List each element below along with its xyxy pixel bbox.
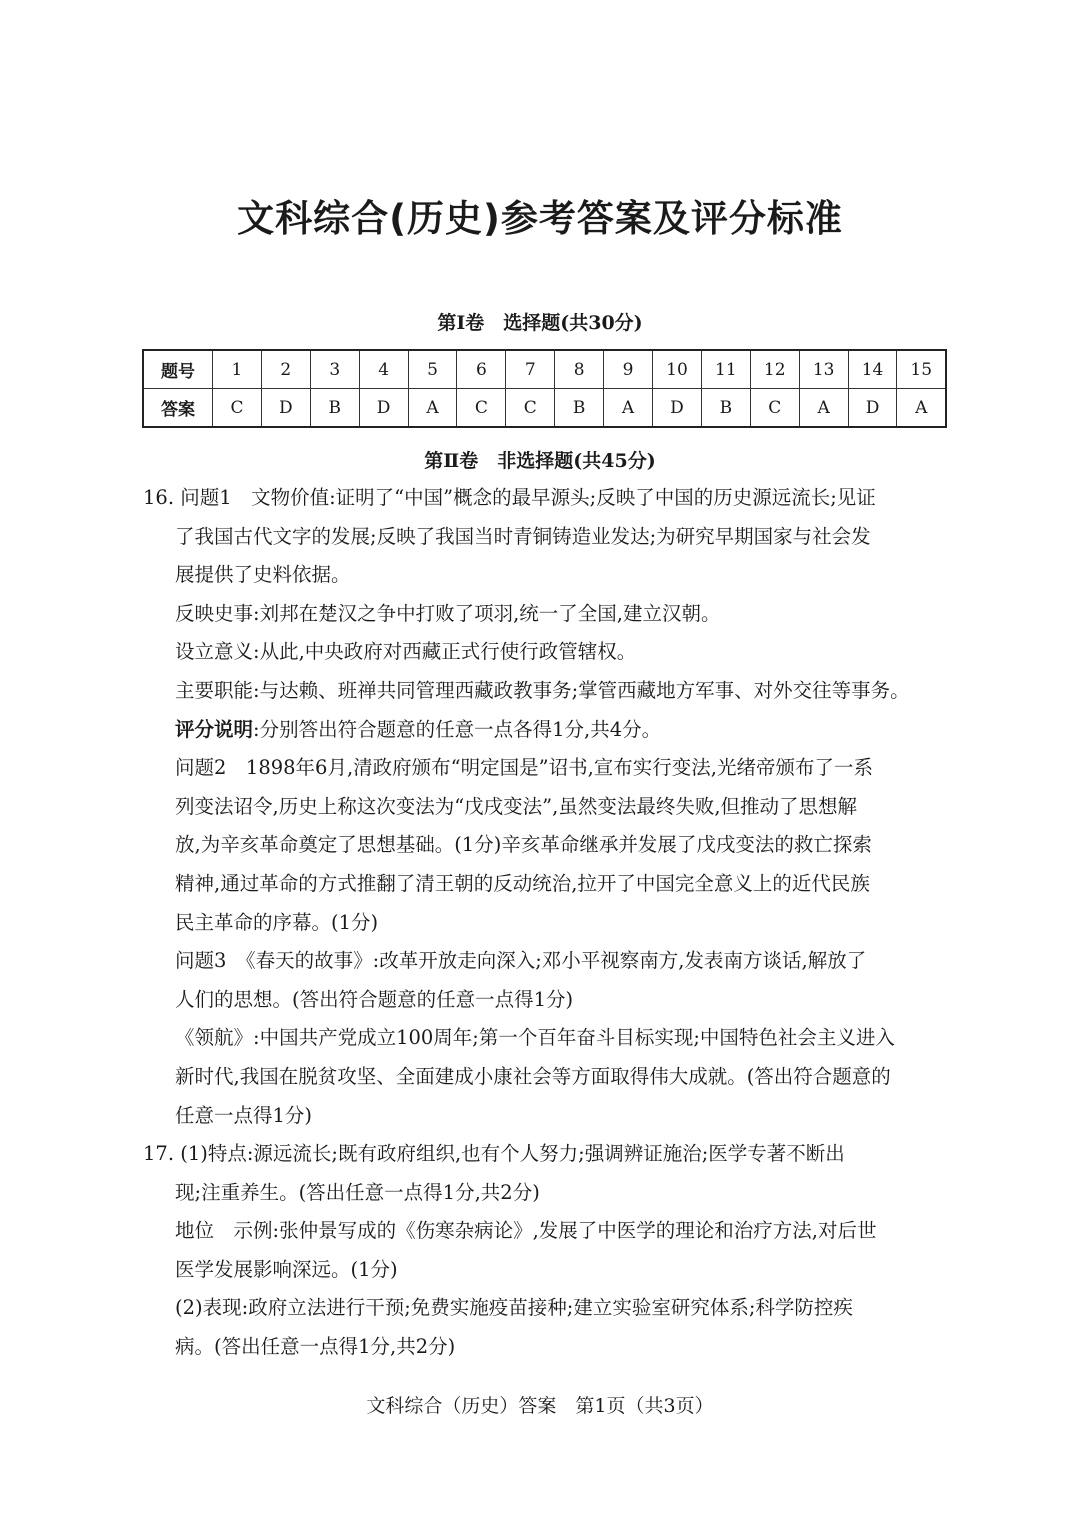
text-line: 17. (1)特点:源远流长;既有政府组织,也有个人努力;强调辨证施治;医学专著不断出 bbox=[143, 1142, 845, 1166]
answer-cell: A bbox=[604, 389, 653, 428]
text-line: 问题2 1898年6月,清政府颁布“明定国是”诏书,宣布实行变法,光绪帝颁布了一系 bbox=[175, 756, 873, 780]
page-title: 文科综合(历史)参考答案及评分标准 bbox=[237, 197, 843, 240]
text-line: 医学发展影响深远。(1分) bbox=[175, 1257, 398, 1281]
answer-body bbox=[143, 479, 949, 1367]
question-number-cell: 9 bbox=[604, 350, 653, 389]
question-number-cell: 5 bbox=[408, 350, 457, 389]
text-line: 列变法诏令,历史上称这次变法为“戊戌变法”,虽然变法最终失败,但推动了思想解 bbox=[175, 794, 858, 818]
question-number-cell: 13 bbox=[799, 350, 848, 389]
answer-cell: A bbox=[408, 389, 457, 428]
page-footer: 文科综合（历史）答案 第1页（共3页） bbox=[366, 1395, 714, 1417]
table-row-answers bbox=[143, 389, 946, 428]
answer-cell: D bbox=[848, 389, 897, 428]
section-heading-choice: 第Ⅰ卷 选择题(共30分) bbox=[437, 312, 643, 334]
question-number-cell: 1 bbox=[213, 350, 262, 389]
answer-cell: B bbox=[310, 389, 359, 428]
question-number-cell: 6 bbox=[457, 350, 506, 389]
question-number-cell: 7 bbox=[506, 350, 555, 389]
answer-cell: D bbox=[261, 389, 310, 428]
answer-cell: A bbox=[799, 389, 848, 428]
answer-cell: C bbox=[506, 389, 555, 428]
answer-cell: B bbox=[701, 389, 750, 428]
table-row-numbers bbox=[143, 350, 946, 389]
row-label-answer: 答案 bbox=[143, 389, 213, 428]
text-line: 地位 示例:张仲景写成的《伤寒杂病论》,发展了中医学的理论和治疗方法,对后世 bbox=[175, 1219, 877, 1243]
text-line: 放,为辛亥革命奠定了思想基础。(1分)辛亥革命继承并发展了戊戌变法的救亡探索 bbox=[175, 833, 872, 857]
text-line: 展提供了史料依据。 bbox=[175, 563, 351, 587]
text-line: (2)表现:政府立法进行干预;免费实施疫苗接种;建立实验室研究体系;科学防控疾 bbox=[175, 1296, 853, 1320]
question-number-cell: 14 bbox=[848, 350, 897, 389]
text-line: 16. 问题1 文物价值:证明了“中国”概念的最早源头;反映了中国的历史源远流长;见证 bbox=[143, 486, 876, 509]
text-line: 精神,通过革命的方式推翻了清王朝的反动统治,拉开了中国完全意义上的近代民族 bbox=[175, 871, 870, 895]
text-line: 民主革命的序幕。(1分) bbox=[175, 910, 379, 934]
section-heading-nonchoice: 第Ⅱ卷 非选择题(共45分) bbox=[424, 450, 656, 472]
text-line: 人们的思想。(答出符合题意的任意一点得1分) bbox=[175, 987, 574, 1011]
text-line: 《领航》:中国共产党成立100周年;第一个百年奋斗目标实现;中国特色社会主义进入 bbox=[175, 1026, 895, 1050]
answer-table bbox=[142, 349, 947, 428]
text-line: 了我国古代文字的发展;反映了我国当时青铜铸造业发达;为研究早期国家与社会发 bbox=[175, 524, 871, 548]
question-number-cell: 4 bbox=[359, 350, 408, 389]
answer-cell: C bbox=[750, 389, 799, 428]
question-number-cell: 10 bbox=[653, 350, 702, 389]
row-label-number: 题号 bbox=[143, 350, 213, 389]
text-line: 评分说明:分别答出符合题意的任意一点各得1分,共4分。 bbox=[175, 717, 662, 741]
text-line: 新时代,我国在脱贫攻坚、全面建成小康社会等方面取得伟大成就。(答出符合题意的 bbox=[175, 1064, 891, 1088]
question-number-cell: 15 bbox=[897, 350, 946, 389]
answer-cell: C bbox=[457, 389, 506, 428]
question-number-cell: 3 bbox=[310, 350, 359, 389]
text-line: 问题3 《春天的故事》:改革开放走向深入;邓小平视察南方,发表南方谈话,解放了 bbox=[175, 949, 867, 973]
answer-cell: C bbox=[213, 389, 262, 428]
answer-cell: D bbox=[359, 389, 408, 428]
text-line: 反映史事:刘邦在楚汉之争中打败了项羽,统一了全国,建立汉朝。 bbox=[175, 601, 721, 625]
text-line: 任意一点得1分) bbox=[175, 1103, 313, 1127]
text-line: 设立意义:从此,中央政府对西藏正式行使行政管辖权。 bbox=[175, 640, 637, 664]
question-number-cell: 11 bbox=[701, 350, 750, 389]
answer-cell: A bbox=[897, 389, 946, 428]
question-number-cell: 12 bbox=[750, 350, 799, 389]
text-line: 现;注重养生。(答出任意一点得1分,共2分) bbox=[175, 1180, 540, 1204]
text-line: 病。(答出任意一点得1分,共2分) bbox=[175, 1335, 456, 1359]
text-line: 主要职能:与达赖、班禅共同管理西藏政教事务;掌管西藏地方军事、对外交往等事务。 bbox=[175, 678, 910, 702]
answer-cell: B bbox=[555, 389, 604, 428]
question-number-cell: 2 bbox=[261, 350, 310, 389]
answer-cell: D bbox=[653, 389, 702, 428]
question-number-cell: 8 bbox=[555, 350, 604, 389]
